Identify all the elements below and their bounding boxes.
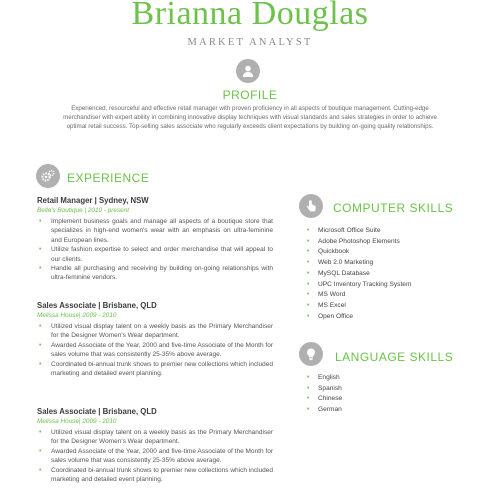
list-item: • MS Excel [303, 301, 411, 312]
list-item: • UPC Inventory Tracking System [303, 280, 411, 291]
list-item: • Utilized visual display talent on a weekly basis as the Primary Merchandiser for the Designer Women's Wear department. [37, 322, 273, 341]
language-skills-heading: LANGUAGE SKILLS [335, 350, 454, 364]
list-item: • Coordinated bi-annual trunk shows to premier new collections which included marketing and detailed event planning. [37, 466, 273, 485]
resume-job-title: MARKET ANALYST [187, 37, 313, 48]
list-item: • MySQL Database [303, 269, 411, 280]
list-item: • Quickbook [303, 247, 411, 258]
pointer-hand-icon [299, 194, 323, 218]
profile-heading: PROFILE [222, 88, 278, 102]
job-title: Sales Associate | Brisbane, QLD [37, 407, 157, 416]
job-entry [37, 406, 273, 484]
job-company: Bella's Boutique | 2010 - present [37, 207, 130, 214]
resume-name: Brianna Douglas [131, 0, 369, 32]
job-title: Retail Manager | Sydney, NSW [37, 196, 149, 205]
job-company: Melissa House| 2009 - 2010 [37, 418, 117, 425]
list-item: • Awarded Associate of the Year, 2000 and five-time Associate of the Month for sales volume that was consistently 25-35% above average. [37, 447, 273, 466]
gears-icon [36, 164, 60, 188]
language-skills-list [303, 373, 342, 416]
computer-skills-list [303, 226, 411, 322]
lightbulb-icon [299, 342, 323, 366]
list-item: • Implement business goals and manage all aspects of a boutique store that specializes in high-end women's wear with an emphasis on ultra-feminine and European lines. [37, 217, 273, 245]
job-entry [37, 195, 273, 283]
job-company: Melissa House| 2009 - 2010 [37, 312, 117, 319]
list-item: • MS Word [303, 290, 411, 301]
list-item: • German [303, 405, 342, 416]
profile-summary: Experienced, resourceful and effective retail manager with proven proficiency in all aspects of boutique management. Cutting-edge merchandiser with expert ability in combining innovative display techniques with visual standards and sales strategies in order to achieve optimal retail success. Top-selling sales associate who regularly exceeds client expectations by building on-going quality relationships. [63, 105, 437, 131]
user-icon [236, 59, 260, 83]
list-item: • Microsoft Office Suite [303, 226, 411, 237]
list-item: • Utilize fashion expertise to select and order merchandise that will appeal to our clients. [37, 245, 273, 264]
list-item: • Coordinated bi-annual trunk shows to premier new collections which included marketing and detailed event planning. [37, 360, 273, 379]
list-item: • Web 2.0 Marketing [303, 258, 411, 269]
list-item: • English [303, 373, 342, 384]
list-item: • Awarded Associate of the Year, 2000 and five-time Associate of the Month for sales volume that was consistently 25-35% above average. [37, 341, 273, 360]
list-item: • Open Office [303, 312, 411, 323]
computer-skills-heading: COMPUTER SKILLS [333, 201, 454, 215]
list-item: • Utilized visual display talent on a weekly basis as the Primary Merchandiser for the Designer Women's Wear department. [37, 428, 273, 447]
list-item: • Adobe Photoshop Elements [303, 237, 411, 248]
job-entry [37, 300, 273, 378]
job-title: Sales Associate | Brisbane, QLD [37, 301, 157, 310]
list-item: • Spanish [303, 384, 342, 395]
list-item: • Chinese [303, 394, 342, 405]
list-item: • Handle all purchasing and receiving by building on-going relationships with ultra-feminine vendors. [37, 264, 273, 283]
experience-heading: EXPERIENCE [67, 171, 150, 185]
